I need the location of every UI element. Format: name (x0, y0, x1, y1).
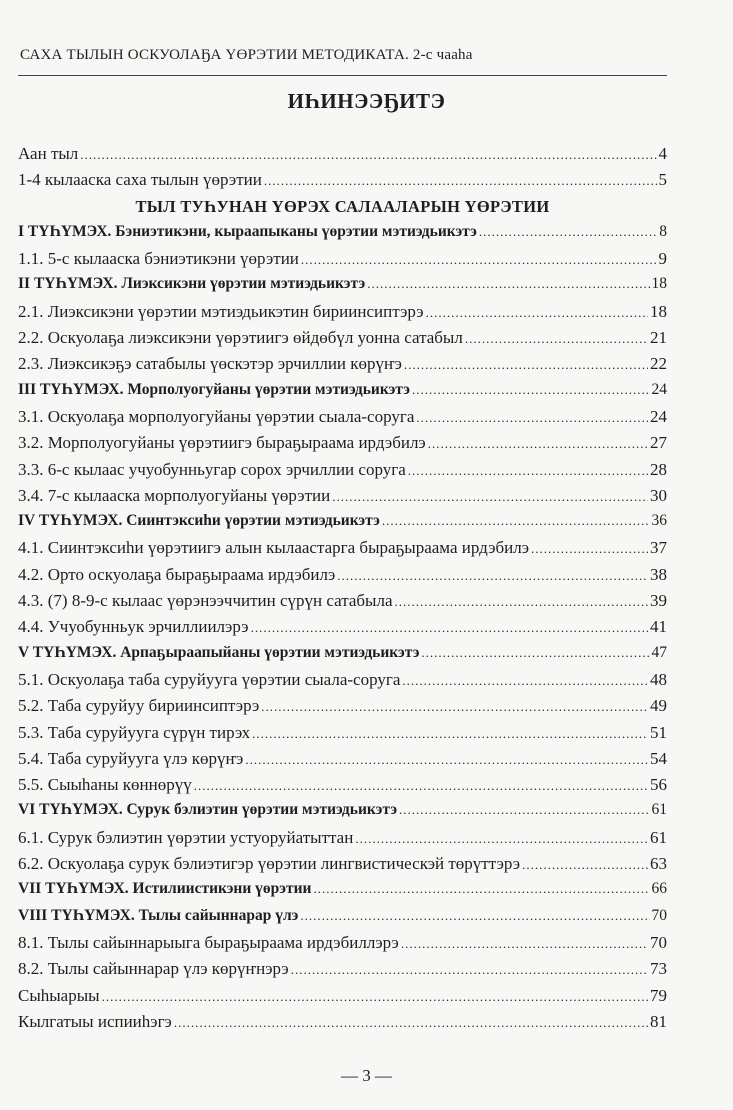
toc-entry-label: 8.1. Тылы сайыннарыыга быраҕыраама ирдэбиллэрэ (18, 932, 399, 952)
toc-page-number: 21 (650, 328, 667, 348)
toc-chapter-entry[interactable] (18, 275, 667, 301)
leader-dots (401, 933, 648, 953)
leader-dots (522, 854, 648, 874)
toc-page-number: 37 (650, 538, 667, 558)
toc-entry[interactable] (18, 486, 667, 512)
toc-page-number: 39 (650, 591, 667, 611)
toc-page-number: 24 (650, 406, 667, 426)
toc-entry[interactable] (18, 749, 667, 775)
toc-page-number: 79 (650, 985, 667, 1005)
toc-entry-label: VI ТҮҺҮМЭХ. Сурук бэлиэтин үөрэтии мэтиэдьикэтэ (18, 801, 398, 819)
toc-entry-label: VII ТҮҺҮМЭХ. Истилиистикэни үөрэтии (18, 880, 312, 898)
toc-page-number: 9 (658, 249, 667, 269)
toc-page-number: 38 (650, 564, 667, 584)
toc-entry[interactable] (18, 723, 667, 749)
leader-dots (252, 723, 648, 743)
toc-chapter-entry[interactable] (18, 644, 667, 670)
toc-entry-label: I ТҮҺҮМЭХ. Бэниэтикэни, кыраапыканы үөрэтии мэтиэдьикэтэ (18, 222, 477, 240)
toc-entry-label: 6.2. Оскуолаҕа сурук бэлиэтигэр үөрэтии лингвистическэй төрүттэрэ (18, 854, 521, 874)
toc-page-number: 5 (658, 170, 667, 190)
page-number: — 3 — (341, 1066, 392, 1085)
toc-entry-label: 3.1. Оскуолаҕа морполуогуйаны үөрэтии сыала-соруга (18, 406, 415, 426)
toc-page-number: 47 (651, 643, 667, 661)
toc-entry-label: 3.3. 6-с кылаас учуобунньугар сорох эрчиллии соруга (18, 459, 406, 479)
toc-entry[interactable] (18, 1012, 667, 1038)
toc-page-number: 81 (650, 1011, 667, 1031)
leader-dots (355, 828, 648, 848)
toc-page-number: 70 (651, 906, 667, 924)
leader-dots (291, 959, 648, 979)
leader-dots (332, 486, 648, 506)
leader-dots (313, 880, 649, 898)
leader-dots (337, 565, 648, 585)
leader-dots (395, 591, 648, 611)
toc-page-number: 63 (650, 854, 667, 874)
leader-dots (479, 223, 657, 241)
toc-entry[interactable] (18, 775, 667, 801)
leader-dots (301, 249, 657, 269)
toc-page-number: 24 (651, 380, 667, 398)
toc-chapter-entry[interactable] (18, 907, 667, 933)
toc-chapter-entry[interactable] (18, 801, 667, 827)
toc-page-number: 27 (650, 433, 667, 453)
toc-entry-label: 3.4. 7-с кылааска морполуогуйаны үөрэтии (18, 485, 331, 505)
toc-entry[interactable] (18, 696, 667, 722)
toc-entry[interactable] (18, 249, 667, 275)
toc-entry[interactable] (18, 591, 667, 617)
toc-entry-label: 1.1. 5-с кылааска бэниэтикэни үөрэтии (18, 249, 299, 269)
toc-page-number: 18 (650, 301, 667, 321)
toc-chapter-entry[interactable] (18, 512, 667, 538)
toc-entry-label: 2.2. Оскуолаҕа лиэксикэни үөрэтиигэ өйдөбүл уонна сатабыл (18, 328, 463, 348)
toc-page-number: 4 (658, 144, 667, 163)
toc-page-number: 49 (650, 696, 667, 716)
toc-entry[interactable] (18, 460, 667, 486)
toc-entry-label: 4.4. Учуобунньук эрчиллиилэрэ (18, 617, 249, 637)
leader-dots (416, 407, 648, 427)
toc-chapter-entry[interactable] (18, 381, 667, 407)
toc-entry[interactable] (18, 986, 667, 1012)
leader-dots (421, 644, 649, 662)
toc-page-number: 28 (650, 459, 667, 479)
toc-page-number: 41 (650, 617, 667, 637)
toc-page-number: 70 (650, 932, 667, 952)
toc-entry-label: 2.1. Лиэксикэни үөрэтии мэтиэдьикэтин бириинсиптэрэ (18, 301, 424, 321)
toc-entry-label: 5.1. Оскуолаҕа таба суруйууга үөрэтии сыала-соруга (18, 669, 401, 689)
toc-section-heading (18, 197, 667, 223)
toc-entry[interactable] (18, 854, 667, 880)
toc-page-number: 56 (650, 775, 667, 795)
leader-dots (399, 801, 649, 819)
toc-page-number: 36 (651, 512, 667, 530)
toc-entry[interactable] (18, 407, 667, 433)
leader-dots (412, 381, 650, 399)
toc-page-number: 54 (650, 748, 667, 768)
toc-entry[interactable] (18, 433, 667, 459)
toc-section-heading-label: ТЫЛ ТУҺУНАН ҮӨРЭХ САЛААЛАРЫН ҮӨРЭТИИ (135, 196, 550, 216)
toc-entry[interactable] (18, 538, 667, 564)
toc-entry-label: 5.5. Сыыһаны көннөрүү (18, 775, 192, 795)
toc-page-number: 18 (651, 275, 667, 293)
toc-entry-label: 4.1. Сиинтэксиһи үөрэтиигэ алын кылаастарга быраҕыраама ирдэбилэ (18, 538, 530, 558)
toc-entry[interactable] (18, 302, 667, 328)
toc-entry[interactable] (18, 565, 667, 591)
toc-page-number: 66 (651, 880, 667, 898)
toc-page-number: 61 (650, 827, 667, 847)
toc-chapter-entry[interactable] (18, 880, 667, 906)
toc-entry-label: 5.4. Таба суруйууга үлэ көрүҥэ (18, 748, 244, 768)
toc-entry-label: III ТҮҺҮМЭХ. Морполуогуйаны үөрэтии мэтиэдьикэтэ (18, 380, 410, 398)
toc-entry-label: 1-4 кылааска саха тылын үөрэтии (18, 170, 262, 190)
toc-chapter-entry[interactable] (18, 223, 667, 249)
toc-page-number: 61 (651, 801, 667, 819)
leader-dots (402, 670, 648, 690)
toc-page-number: 73 (650, 959, 667, 979)
toc-entry[interactable] (18, 144, 667, 170)
toc-entry[interactable] (18, 170, 667, 196)
leader-dots (531, 538, 648, 558)
toc-entry[interactable] (18, 354, 667, 380)
toc-entry[interactable] (18, 828, 667, 854)
toc-entry-label: 6.1. Сурук бэлиэтин үөрэтии устуоруйатыттан (18, 827, 354, 847)
toc-entry[interactable] (18, 670, 667, 696)
toc-entry-label: 2.3. Лиэксикэҕэ сатабылы үөскэтэр эрчиллии көрүҥэ (18, 354, 402, 374)
leader-dots (382, 512, 650, 530)
toc-entry-label: 3.2. Морполуогуйаны үөрэтиигэ быраҕыраама ирдэбилэ (18, 433, 426, 453)
toc-entry-label: 4.3. (7) 8-9-с кылаас үөрэнээччитин сүрүн сатабыла (18, 591, 393, 611)
toc-entry[interactable] (18, 617, 667, 643)
leader-dots (194, 775, 648, 795)
toc-page-number: 51 (650, 722, 667, 742)
toc-page-number: 48 (650, 669, 667, 689)
toc-entry-label: Аан тыл (18, 144, 79, 163)
toc-entry-label: Кылгатыы испииһэгэ (18, 1011, 172, 1031)
leader-dots (367, 275, 649, 293)
toc-entry-label: 5.2. Таба суруйуу бириинсиптэрэ (18, 696, 260, 716)
toc-entry-label: 5.3. Таба суруйууга сүрүн тирэх (18, 722, 251, 742)
toc-entry[interactable] (18, 328, 667, 354)
leader-dots (300, 907, 649, 925)
table-of-contents (18, 144, 667, 1038)
toc-page-number: 22 (650, 354, 667, 374)
toc-page-number: 8 (659, 222, 667, 240)
toc-entry-label: VIII ТҮҺҮМЭХ. Тылы сайыннарар үлэ (18, 906, 299, 924)
leader-dots (264, 170, 657, 190)
running-header: САХА ТЫЛЫН ОСКУОЛАҔА ҮӨРЭТИИ МЕТОДИКАТА. 2-с чааһа (20, 47, 473, 63)
toc-entry-label: 4.2. Орто оскуолаҕа быраҕыраама ирдэбилэ (18, 564, 336, 584)
toc-entry-label: 8.2. Тылы сайыннарар үлэ көрүҥнэрэ (18, 959, 289, 979)
toc-entry-label: II ТҮҺҮМЭХ. Лиэксикэни үөрэтии мэтиэдьикэтэ (18, 275, 366, 293)
leader-dots (465, 328, 648, 348)
toc-entry-label: V ТҮҺҮМЭХ. Арпаҕыраапыйаны үөрэтии мэтиэдьикэтэ (18, 643, 420, 661)
leader-dots (80, 144, 656, 164)
toc-page-number: 30 (650, 485, 667, 505)
leader-dots (428, 433, 648, 453)
header-rule (18, 75, 667, 76)
toc-title: ИҺИНЭЭҔИТЭ (287, 89, 446, 113)
leader-dots (102, 986, 648, 1006)
leader-dots (251, 617, 648, 637)
leader-dots (404, 354, 648, 374)
leader-dots (408, 460, 648, 480)
toc-entry-label: Сыһыарыы (18, 985, 100, 1005)
leader-dots (174, 1012, 648, 1032)
leader-dots (426, 302, 648, 322)
toc-entry-label: IV ТҮҺҮМЭХ. Сиинтэксиһи үөрэтии мэтиэдьикэтэ (18, 512, 380, 530)
toc-entry[interactable] (18, 933, 667, 959)
leader-dots (245, 749, 648, 769)
leader-dots (261, 696, 648, 716)
toc-entry[interactable] (18, 959, 667, 985)
